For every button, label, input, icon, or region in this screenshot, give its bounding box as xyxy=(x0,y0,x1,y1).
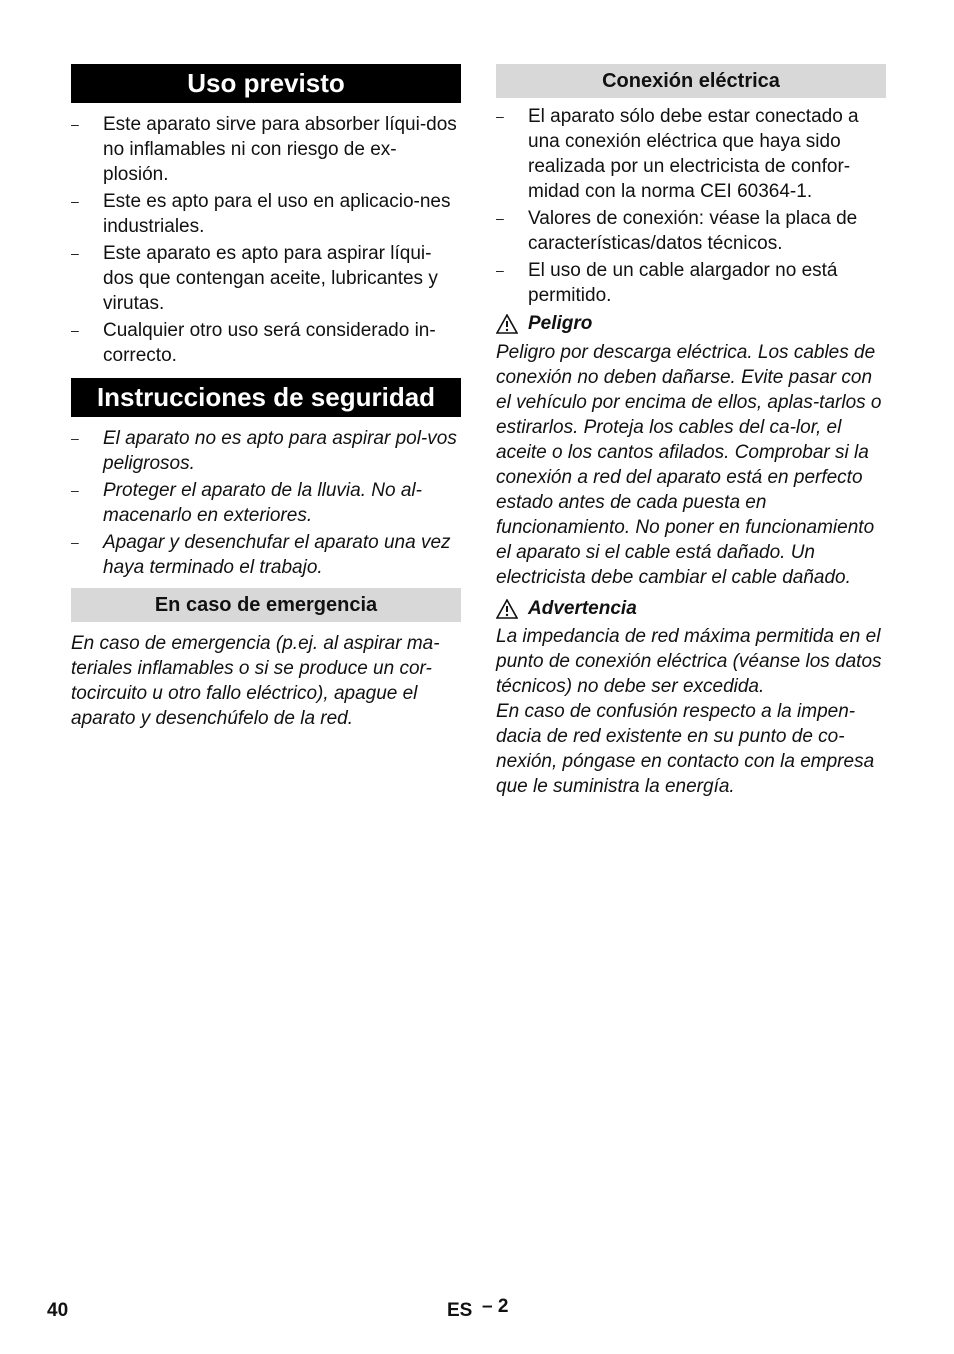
advertencia-label: Advertencia xyxy=(528,598,637,619)
heading-conexion-electrica: Conexión eléctrica xyxy=(496,64,886,98)
right-column xyxy=(496,64,886,799)
page-number: 40 xyxy=(47,1300,69,1321)
advertencia-title xyxy=(496,596,886,621)
left-column xyxy=(71,64,461,731)
warning-triangle-icon xyxy=(496,314,518,334)
heading-uso-previsto: Uso previsto xyxy=(71,64,461,103)
heading-instrucciones-seguridad: Instrucciones de seguridad xyxy=(71,378,461,417)
peligro-text: Peligro por descarga eléctrica. Los cables de conexión no deben dañarse. Evite pasar con el vehículo por encima de ellos, aplas-tarlos o estirarlos. Proteja los cables del ca-lor, el aceite o los cantos afilados. Comprobar si la conexión a red del aparato está en perfecto estado antes de cada puesta en funcionamiento. No poner en funcionamiento el aparato si el cable está dañado. Un electricista debe cambiar el cable dañado. xyxy=(496,342,882,588)
list-item: – El aparato no es apto para aspirar pol-vos peligrosos. xyxy=(71,426,461,476)
list-item: – El aparato sólo debe estar conectado a una conexión eléctrica que haya sido realizada por un electricista de confor-midad con la norma CEI 60364-1. xyxy=(496,104,886,204)
list-item: – Este aparato sirve para absorber líqui-dos no inflamables ni con riesgo de ex-plosión. xyxy=(71,112,461,187)
peligro-label: Peligro xyxy=(528,313,593,334)
list-item: – Proteger el aparato de la lluvia. No al-macenarlo en exteriores. xyxy=(71,478,461,528)
heading-en-caso-de-emergencia: En caso de emergencia xyxy=(71,588,461,622)
uso-previsto-list xyxy=(71,112,461,368)
peligro-title xyxy=(496,311,886,336)
list-item: – Este es apto para el uso en aplicacio-nes industriales. xyxy=(71,189,461,239)
warning-triangle-icon xyxy=(496,599,518,619)
list-item: – Valores de conexión: véase la placa de características/datos técnicos. xyxy=(496,206,886,256)
emergencia-text: En caso de emergencia (p.ej. al aspirar ma-teriales inflamables o si se produce un cor-tocircuito u otro fallo eléctrico), apague el aparato y desenchúfelo de la red. xyxy=(71,633,440,729)
list-item: – Este aparato es apto para aspirar líqui-dos que contengan aceite, lubricantes y virutas. xyxy=(71,241,461,316)
footer-section: – 2 xyxy=(482,1296,509,1317)
seguridad-list xyxy=(71,426,461,580)
advertencia-text-1: La impedancia de red máxima permitida en el punto de conexión eléctrica (véanse los datos técnicos) no debe ser excedida. xyxy=(496,626,882,697)
conexion-list xyxy=(496,104,886,308)
list-item: – Cualquier otro uso será considerado in-correcto. xyxy=(71,318,461,368)
footer-language: ES xyxy=(447,1300,473,1321)
advertencia-text-2: En caso de confusión respecto a la impen-dacia de red existente en su punto de co-nexión, póngase en contacto con la empresa que le suministra la energía. xyxy=(496,701,875,797)
list-item: – El uso de un cable alargador no está permitido. xyxy=(496,258,886,308)
list-item: – Apagar y desenchufar el aparato una vez haya terminado el trabajo. xyxy=(71,530,461,580)
